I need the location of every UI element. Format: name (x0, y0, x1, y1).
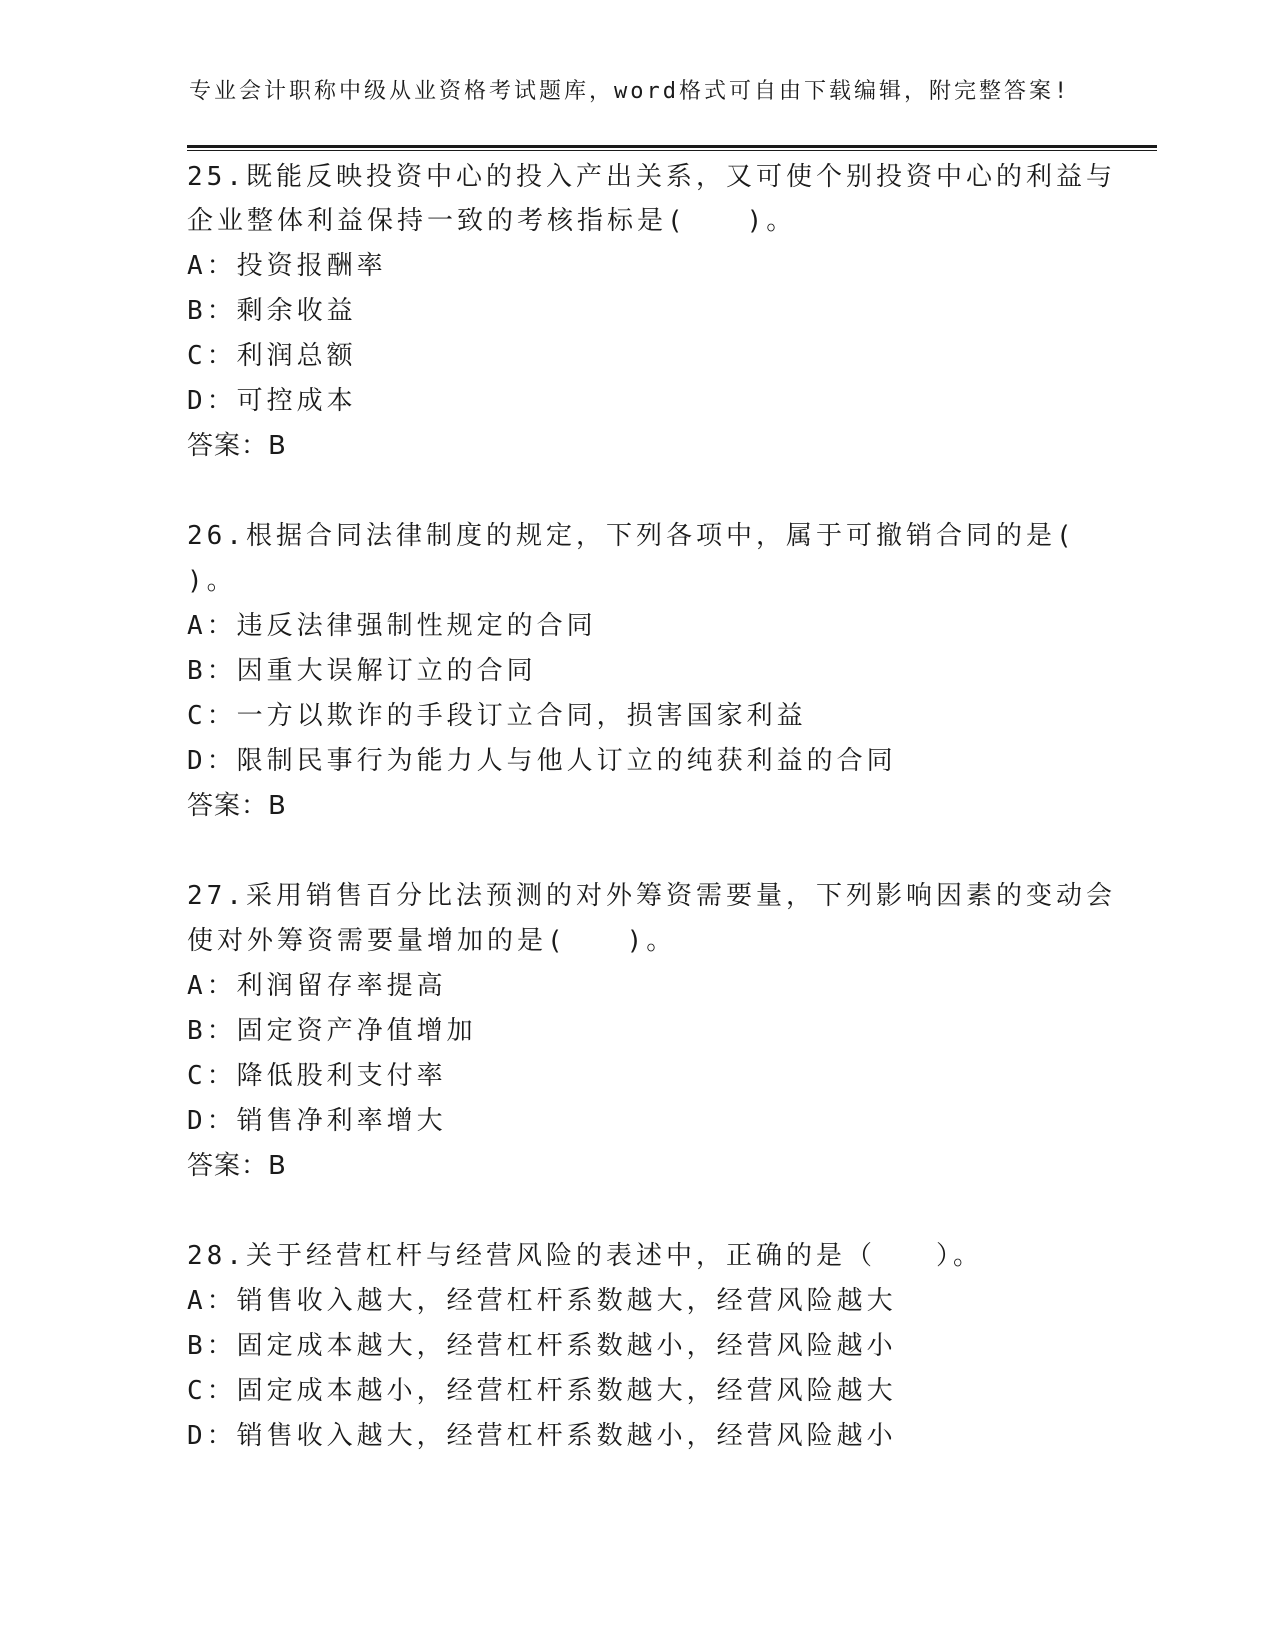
question-25-option-b: B：剩余收益 (187, 296, 357, 326)
question-26-option-b: B：因重大误解订立的合同 (187, 656, 537, 686)
question-28-option-b: B：固定成本越大，经营杠杆系数越小，经营风险越小 (187, 1331, 897, 1361)
question-28-option-a: A：销售收入越大，经营杠杆系数越大，经营风险越大 (187, 1286, 897, 1316)
question-28-stem-line-1: 28.关于经营杠杆与经营风险的表述中，正确的是（ ）。 (187, 1241, 983, 1271)
header-divider-thick (187, 145, 1157, 148)
question-25-option-c: C：利润总额 (187, 341, 357, 371)
question-25-stem-line-1: 25.既能反映投资中心的投入产出关系，又可使个别投资中心的利益与 (187, 162, 1116, 192)
question-25-answer: 答案：B (187, 431, 287, 461)
header-divider-thin (187, 150, 1157, 151)
question-27-option-a: A：利润留存率提高 (187, 971, 447, 1001)
question-28-option-c: C：固定成本越小，经营杠杆系数越大，经营风险越大 (187, 1376, 897, 1406)
question-25-option-a: A：投资报酬率 (187, 251, 387, 281)
question-27-answer: 答案：B (187, 1151, 287, 1181)
page-header-text: 专业会计职称中级从业资格考试题库，word格式可自由下载编辑，附完整答案! (189, 79, 1071, 104)
question-26-option-a: A：违反法律强制性规定的合同 (187, 611, 597, 641)
question-26-stem-line-2: )。 (187, 566, 237, 596)
question-26-option-d: D：限制民事行为能力人与他人订立的纯获利益的合同 (187, 746, 897, 776)
question-26-answer: 答案：B (187, 791, 287, 821)
question-26-stem-line-1: 26.根据合同法律制度的规定，下列各项中，属于可撤销合同的是( (187, 521, 1076, 551)
question-27-stem-line-1: 27.采用销售百分比法预测的对外筹资需要量，下列影响因素的变动会 (187, 881, 1116, 911)
question-27-stem-line-2: 使对外筹资需要量增加的是( )。 (187, 926, 677, 956)
question-25-option-d: D：可控成本 (187, 386, 357, 416)
question-27-option-d: D：销售净利率增大 (187, 1106, 447, 1136)
question-28-option-d: D：销售收入越大，经营杠杆系数越小，经营风险越小 (187, 1421, 897, 1451)
question-27-option-c: C：降低股利支付率 (187, 1061, 447, 1091)
question-25-stem-line-2: 企业整体利益保持一致的考核指标是( )。 (187, 206, 797, 236)
question-27-option-b: B：固定资产净值增加 (187, 1016, 477, 1046)
question-26-option-c: C：一方以欺诈的手段订立合同，损害国家利益 (187, 701, 807, 731)
